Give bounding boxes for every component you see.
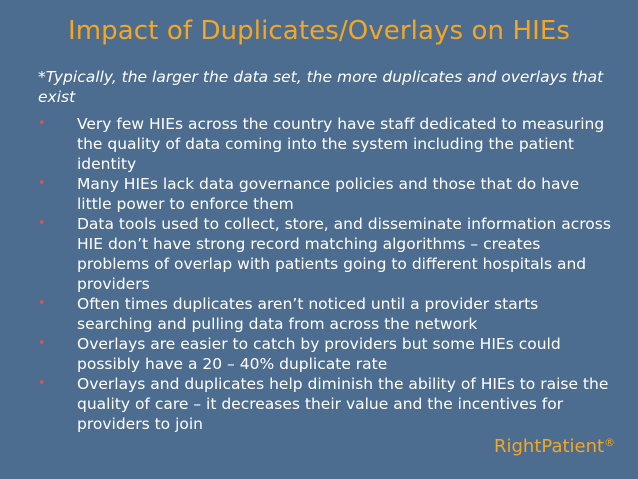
bullet-marker: • [38, 376, 46, 391]
bullet-item [38, 174, 613, 214]
bullet-text: Very few HIEs across the country have staff dedicated to measuring the quality of data coming into the system including the patient identity [77, 115, 605, 173]
bullet-marker: • [38, 176, 46, 191]
rightpatient-logo [494, 436, 615, 457]
logo-text: RightPatient [494, 436, 605, 457]
bullet-marker: • [38, 216, 46, 231]
bullet-item [38, 374, 613, 434]
bullet-text: Data tools used to collect, store, and disseminate information across HIE don’t have strong record matching algorithms – creates problems of overlap with patients going to different hospitals and providers [77, 215, 611, 293]
slide-note: *Typically, the larger the data set, the more duplicates and overlays that exist [38, 68, 604, 106]
bullet-item [38, 114, 613, 174]
registered-mark: ® [604, 436, 616, 449]
bullet-list [38, 114, 613, 434]
bullet-item [38, 334, 613, 374]
bullet-text: Overlays are easier to catch by providers but some HIEs could possibly have a 20 – 40% duplicate rate [77, 335, 561, 373]
bullet-text: Overlays and duplicates help diminish the ability of HIEs to raise the quality of care – it decreases their value and the incentives for providers to join [77, 375, 609, 433]
bullet-item [38, 294, 613, 334]
bullet-marker: • [38, 116, 46, 131]
bullet-item [38, 214, 613, 294]
bullet-marker: • [38, 336, 46, 351]
bullet-text: Many HIEs lack data governance policies and those that do have little power to enforce them [77, 175, 580, 213]
bullet-marker: • [38, 296, 46, 311]
bullet-text: Often times duplicates aren’t noticed until a provider starts searching and pulling data from across the network [77, 295, 539, 333]
slide-title: Impact of Duplicates/Overlays on HIEs [67, 16, 571, 46]
